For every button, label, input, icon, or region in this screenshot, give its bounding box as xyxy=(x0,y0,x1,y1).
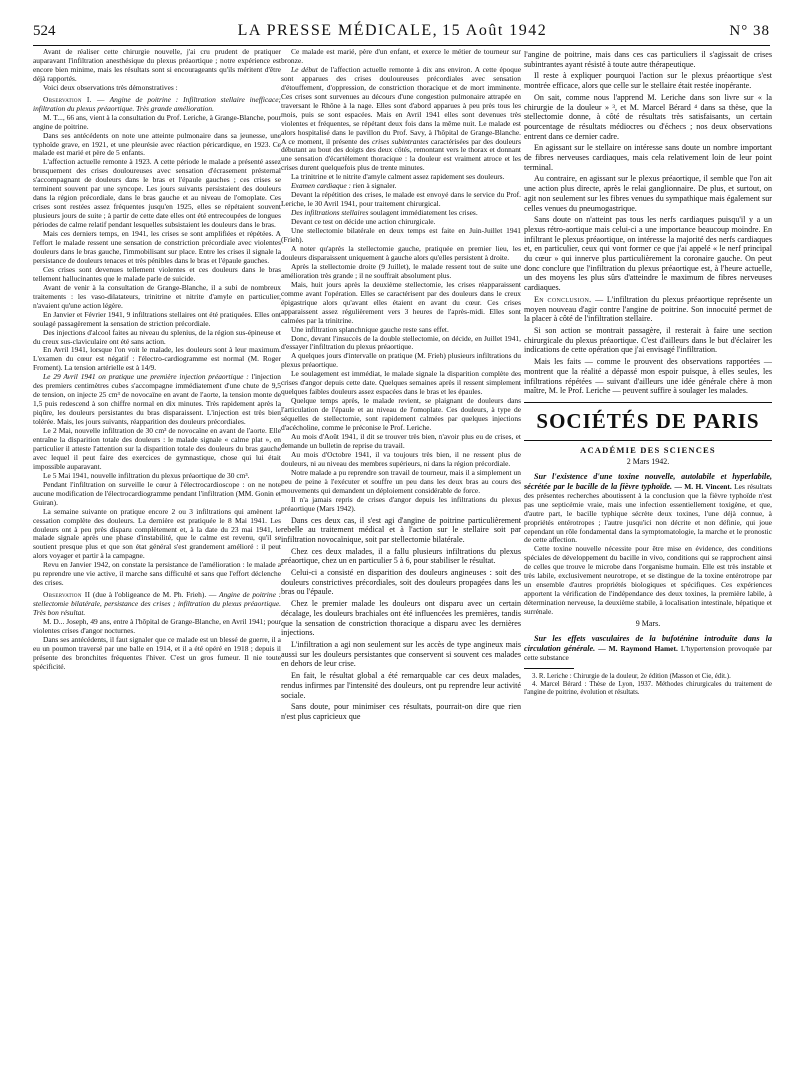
session-date: 9 Mars. xyxy=(635,619,661,629)
paragraph-text: caractérisées par des douleurs débutant au bout des doigts des deux côtés, remontant vers le thorax et donnant une sensation d'écartèlement thoracique : la douleur est vraiment atroce et les crises durent quelquefois plus de trente minutes. xyxy=(281,136,521,173)
paragraph: M. T..., 66 ans, vient à la consultation du Prof. Leriche, à Grange-Blanche, pour angine de poitrine. xyxy=(33,112,281,131)
paragraph: Devant ce test on décide une action chirurgicale. xyxy=(291,217,436,227)
paragraph: Quelque temps après, le malade revient, se plaignant de douleurs dans l'articulation de l'épaule et au niveau de l'omoplate. Ces douleurs, à type de séquelles de stellectomie, sont rapidement calmées par quelques injections d'acécholine, comme le préconise le Prof. Leriche. xyxy=(281,396,521,433)
paragraph: On sait, comme nous l'apprend M. Leriche dans son livre sur « la chirurgie de la douleur » ³, et M. Marcel Bérard ⁴ dans sa thèse, que la stellectomie donne, à côté de résultats très satisfaisants, un certain pourcentage de résultats médiocres ou d'échecs ; nos deux observations entrent dans ce dernier cadre. xyxy=(524,92,772,141)
emphasis: crises subintrantes xyxy=(371,136,429,146)
observation-2-heading xyxy=(33,591,281,618)
society-name: ACADÉMIE DES SCIENCES xyxy=(580,444,716,455)
paragraph: Ce malade est marié, père d'un enfant, et exerce le métier de tourneur sur bronze. xyxy=(281,48,521,65)
emphasis: Des infiltrations stellaires xyxy=(291,208,369,218)
section-title: SOCIÉTÉS DE PARIS xyxy=(536,408,760,433)
paragraph: Au contraire, en agissant sur le plexus préaortique, il semble que l'on ait une action plus directe, après le relai ganglionnaire. De plus, et surtout, on agit non seulement sur les fibres venues du sympathique mais également sur celles venues du pneumogastrique. xyxy=(524,174,772,213)
article-author: — M. Raymond Hamet. xyxy=(598,643,678,653)
observation-1-heading xyxy=(33,96,281,114)
article-abstract xyxy=(524,472,772,546)
paragraph: L'infiltration a agi non seulement sur les accès de type angineux mais aussi sur les douleurs persistantes que conservent si souvent ces malades en dehors de leur crise. xyxy=(281,640,521,669)
paragraph: Au mois d'Août 1941, il dit se trouver très bien, n'avoir plus eu de crises, et demande un bulletin de reprise du travail. xyxy=(281,431,521,450)
observation-label: Observation I. — xyxy=(43,94,105,104)
paragraph: Au mois d'Octobre 1941, il va toujours très bien, il ne ressent plus de douleurs, ni au niveau des membres supérieurs, ni dans la région précordiale. xyxy=(281,449,521,468)
paragraph: Chez ces deux malades, il a fallu plusieurs infiltrations du plexus préaortique, chez un en particulier 5 à 6, pour stabiliser le résultat. xyxy=(281,546,521,566)
paragraph: Avant de réaliser cette chirurgie nouvelle, j'ai cru prudent de pratiquer auparavant l'infiltration anesthésique du plexus préaortique ; notre expérience est encore bien minime, mais les résultats sont si encourageants qu'ils méritent d'être déjà rapportés. xyxy=(33,48,281,83)
emphasis: Le début xyxy=(291,64,318,74)
paragraph: En Janvier et Février 1941, 9 infiltrations stellaires ont été pratiquées. Elles ont soulagé passagèrement la sensation de striction précordiale. xyxy=(33,309,281,328)
paragraph: A noter qu'après la stellectomie gauche, pratiquée en premier lieu, les douleurs disparaissent uniquement à gauche alors qu'elles persistent à droite. xyxy=(281,243,521,262)
paragraph: Dans ces deux cas, il s'est agi d'angine de poitrine particulièrement rebelle au traitement médical et à l'action sur le stellaire soit par infiltration novocaïnique, soit par stellectomie bilatérale. xyxy=(281,515,521,544)
paragraph-text: L'hypertension provoquée par cette substance xyxy=(524,643,772,662)
footnote-rule xyxy=(524,668,574,669)
paragraph: Chez le premier malade les douleurs ont disparu avec un certain décalage, les douleurs brachiales ont été influencées les premières, tandis que la sensation de constriction thoracique a disparu avec les dernières injections. xyxy=(281,599,521,638)
observation-title: Angine de poitrine : Infiltration stellaire inefficace; infiltration du plexus préaortique. Très grande amélioration. xyxy=(33,94,281,113)
paragraph: Dans ses antécédents on note une atteinte pulmonaire dans sa jeunesse, une typhoïde grave, en 1921, et une pleurésie avec réaction péricardique, en 1923. Ce malade est marié et père de 5 enfants. xyxy=(33,130,281,158)
paragraph: Ces crises sont devenues tellement violentes et ces douleurs dans le bras tellement hallucinantes que le malade parle de suicide. xyxy=(33,264,281,283)
paragraph-text: de l'affection actuelle remonte à dix ans environ. A cette époque sont apparues des crises douloureuses précordiales avec sensation d'étouffement, d'oppression, de constriction thoracique et de mort imminente. Ces crises sont survenues au décours d'une congestion pulmonaire attrapée en traversant le Rhône à la nage. Elles sont d'abord apparues à peu près tous les mois, puis se sont espacées. Mais en Avril 1941 elles sont devenues très violentes et fréquentes, se répétant deux fois dans la même nuit. Le malade est alors hospitalisé dans le pavillon du Prof. Savy, à l'hôpital de Grange-Blanche. A ce moment, il présente des xyxy=(281,64,521,146)
paragraph: La semaine suivante on pratique encore 2 ou 3 infiltrations qui amènent la cessation complète des douleurs. La dernière est pratiquée le 8 Mai 1941. Les douleurs ont à peu près disparu complètement et, à la date du 23 mai 1941, le malade signale après une phase d'instabilité, que le calme est revenu, qu'il se soutient presque plus et que son état général s'est grandement amélioré : il peut alors voyager et partir à la campagne. xyxy=(33,506,281,561)
observation-label: Observation II xyxy=(43,590,91,600)
footnote: 4. Marcel Bérard : Thèse de Lyon, 1937. Méthodes chirurgicales du traitement de l'angine de poitrine, évolution et résultats. xyxy=(524,681,772,697)
footnote: 3. R. Leriche : Chirurgie de la douleur, 2e édition (Masson et Cie, édit.). xyxy=(532,672,731,680)
emphasis: Examen cardiaque : xyxy=(291,181,352,191)
paragraph-text: rien à signaler. xyxy=(352,181,397,191)
paragraph: Le soulagement est immédiat, le malade signale la disparition complète des crises d'angor depuis cette date. Quelques semaines après il ressent simplement quelques faibles douleurs assez espacées dans le bras et les épaules. xyxy=(281,369,521,397)
emphasis: Le 29 Avril 1941 on pratique une première injection préaortique : xyxy=(43,372,249,382)
footnotes xyxy=(524,673,772,698)
conclusion-paragraph xyxy=(524,295,772,324)
paragraph: Pendant l'infiltration on surveille le cœur à l'électrocardioscope : on ne note aucune modification de l'électrocardiogramme pendant l'infiltration (MM. Gonin et Guiran). xyxy=(33,479,281,507)
paragraph: Une infiltration splanchnique gauche reste sans effet. xyxy=(291,324,449,334)
journal-title-line xyxy=(238,22,548,40)
paragraph: Notre malade a pu reprendre son travail de tourneur, mais il a simplement un peu de peine à l'exécuter et souffre un peu dans les deux bras au cours des mouvements qui demandent un déploiement considérable de force. xyxy=(281,467,521,495)
paragraph: Celui-ci a consisté en disparition des douleurs angineuses : soit des douleurs constrictives précordiales, soit des douleurs propagées dans les bras ou l'épaule. xyxy=(281,568,521,597)
paragraph-text: soulagent immédiatement les crises. xyxy=(370,208,478,218)
paragraph: Après la stellectomie droite (9 Juillet), le malade ressent tout de suite une amélioration très grande ; il ne souffrait absolument plus. xyxy=(281,261,521,280)
paragraph: La trinitrine et le nitrite d'amyle calment assez rapidement ses douleurs. xyxy=(291,172,505,182)
page-header xyxy=(33,22,770,44)
article-title: Sur l'existence d'une toxine nouvelle, autolabile et hyperlabile, sécrétée par le bacille de la fièvre typhoïde. xyxy=(524,471,772,491)
article-title: Sur les effets vasculaires de la bufoténine introduite dans la circulation générale. xyxy=(524,634,772,653)
paragraph: Le 2 Mai, nouvelle infiltration de 30 cm³ de novocaïne en avant de l'aorte. Elle entraîne la disparition totale des douleurs : le malade signale « calme plat », en particulier il atteste l'attention sur la disparition totale des douleurs du bras gauche avec lequel il peut faire des exercices de gymnastique, chose qui lui était impossible auparavant. xyxy=(33,426,281,471)
issue-number: N° 38 xyxy=(729,23,770,39)
column-3 xyxy=(524,48,772,1076)
paragraph: Il n'a jamais repris de crises d'angor depuis les infiltrations du plexus préaortique (Mars 1942). xyxy=(281,494,521,513)
paragraph: Mais, huit jours après la deuxième stellectomie, les crises réapparaissent comme avant l'opération. Elles se caractérisent par des douleurs dans le creux épigastrique alors qu'avant elles étaient en avant du cœur. Ces crises apparaissent assez régulièrement vers 3 heures de l'après-midi. Elles sont calmées par la trinitrine. xyxy=(281,279,521,325)
paragraph-text: L'infiltration du plexus préaortique représente un moyen nouveau d'agir contre l'angine de poitrine. Son innocuité permet de la placer à côté de l'infiltration stellaire. xyxy=(524,294,772,324)
conclusion-label: En conclusion. — xyxy=(534,294,604,304)
paragraph: Avant de venir à la consultation de Grange-Blanche, il a subi de nombreux traitements : les vaso-dilatateurs, trinitrine et nitrite d'amyle en particulier, n'avaient qu'une action légère. xyxy=(33,282,281,310)
paragraph: Mais ces derniers temps, en 1941, les crises se sont amplifiées et répétées. A l'effort le malade ressent une sensation de constriction précordiale avec violentes douleurs dans le bras gauche, l'immobilisant sur place. Entre les crises il signale la persistance de douleurs tenaces et très pénibles dans le bras et l'épaule gauches. xyxy=(33,229,281,265)
column-1 xyxy=(33,48,281,1076)
paragraph: Cette toxine nouvelle nécessite pour être mise en évidence, des conditions spéciales de développement du bacille in vivo, conditions qui se rapprochent ainsi de celles que trouve le microbe dans l'organisme humain. Elle est très instable et très labile, exclusivement neurotrope, et se distingue de la toxine entérotrope par un ensemble d'autres propriétés biologiques et spécifiques. Ces expériences apportent la vérification de l'indépendance des deux toxines, la première labile, à détermination nerveuse, la deuxième stabile, à localisation intestinale, hépatique et surrénale. xyxy=(524,544,772,617)
paragraph: Devant la répétition des crises, le malade est envoyé dans le service du Prof. Leriche, le 30 Avril 1941, pour traitement chirurgical. xyxy=(281,190,521,209)
paragraph xyxy=(281,66,521,173)
paragraph: Il reste à expliquer pourquoi l'action sur le plexus préaortique s'est montrée efficace, alors que celle sur le stellaire était restée inopérante. xyxy=(524,71,772,91)
paragraph: Le 5 Mai 1941, nouvelle infiltration du plexus préaortique de 30 cm³. xyxy=(43,470,250,480)
paragraph: Donc, devant l'insuccès de la double stellectomie, on décide, en Juillet 1941, d'essayer l'infiltration du plexus préaortique. xyxy=(281,333,521,352)
issue-date: 15 Août 1942 xyxy=(442,22,548,39)
paragraph: Si son action se montrait passagère, il resterait à faire une section chirurgicale du plexus préaortique. C'est d'ailleurs dans le but d'éclairer les indications de cette opération que j'ai envisagé l'infiltration. xyxy=(524,325,772,355)
paragraph: En agissant sur le stellaire on intéresse sans doute un nombre important de fibres nerveuses cardiaques, mais cela relativement loin de leur point terminal. xyxy=(524,143,772,172)
paragraph: En Avril 1941, lorsque l'on voit le malade, les douleurs sont à leur maximum. L'examen du cœur est négatif : l'électro-cardiogramme est normal (M. Roger Froment). La tension artérielle est à 14/9. xyxy=(33,345,281,373)
paragraph: Mais les faits — comme le prouvent des observations rapportées — montrent que la réalité a dépassé mon espoir puisque, à elles seules, les infiltrations répétées — suivant d'ailleurs une idée générale chère à mon maître, M. le Prof. Leriche — peuvent suffire à soulager les malades. xyxy=(524,357,772,396)
paragraph: Une stellectomie bilatérale en deux temps est faite en Juin-Juillet 1941 (Frieh). xyxy=(281,226,521,245)
observation-credit: (due à l'obligeance de M. Ph. Frieh). — xyxy=(92,590,217,600)
page-number: 524 xyxy=(33,23,56,39)
paragraph: l'angine de poitrine, mais dans ces cas particuliers il s'agissait de crises subintrantes ayant résisté à toute autre thérapeutique. xyxy=(524,50,772,69)
column-2 xyxy=(281,48,521,1076)
paragraph: M. D... Joseph, 49 ans, entre à l'hôpital de Grange-Blanche, en Avril 1941; pour violentes crises d'angor nocturnes. xyxy=(33,617,281,635)
paragraph: L'affection actuelle remonte à 1923. A cette période le malade a présenté assez brusquement des crises douloureuses avec sensation d'écrasement présternal s'accompagnant de douleurs dans le bras et l'épaule gauches ; ces crises se terminent souvent par une syncope. Les jours suivants persistaient des douleurs dans la région précordiale, dans le bras gauche et au niveau de l'omoplate. Ces crises sont restées assez fréquentes jusqu'en 1925, elles se répétaient souvent plusieurs jours de suite ; à partir de cette date elles ont été entrecoupées de longues périodes de calme relatif pendant lesquelles subsistaient les douleurs dans le bras. xyxy=(33,157,281,230)
paragraph: Sans doute on n'atteint pas tous les nerfs cardiaques puisqu'il y a un plexus rétro-aortique mais celui-ci a une importance beaucoup moindre. En infiltrant le plexus préaortique, on intéresse la majorité des nerfs cardiaques et, en particulier, ceux qui vont former ce que j'ai appelé « le nerf principal du cœur » qui innerve plus particulièrement la coronaire gauche. On peut donc conclure que l'infiltration du plexus préaortique est, à l'heure actuelle, un des moyens les plus sûrs d'atteindre le maximum de fibres nerveuses cardiaques. xyxy=(524,215,772,293)
article-author: — M. H. Vincent. xyxy=(674,481,732,491)
paragraph-text: Les résultats des présentes recherches aboutissent à la conclusion que la fièvre typhoïde n'est pas une septicémie vraie, mais une infection essentiellement toxigène, et que, d'autre part, le bacille typhique sécrète deux toxines, l'une déjà connue, à propriétés entérotropes ; l'autre jusqu'ici non décrite et non définie, qui joue cependant un rôle fondamental dans la symptomatologie, la marche et le pronostic de cette affection. xyxy=(524,481,772,545)
session-date: 2 Mars 1942. xyxy=(626,456,670,466)
paragraph xyxy=(33,373,281,427)
paragraph: Sans doute, pour minimiser ces résultats, pourrait-on dire que rien n'est plus capricieux que xyxy=(281,702,521,721)
paragraph: En fait, le résultat global a été remarquable car ces deux malades, rendus infirmes par l'intensité des douleurs, ont pu reprendre leur activité sociale. xyxy=(281,671,521,700)
paragraph: Des injections d'alcool faites au niveau du splenius, de la région sus-épineuse et du creux sus-claviculaire ont été sans action. xyxy=(33,327,281,346)
paragraph: Revu en Janvier 1942, on constate la persistance de l'amélioration : le malade a pu reprendre une vie active, il marche sans difficulté et sans que l'effort déclenche des crises. xyxy=(33,560,281,588)
paragraph-text: l'injection des premiers centimètres cubes s'accompagne immédiatement d'une chute de 9,5 de tension, on injecte 25 cm³ de novocaïne en avant de l'aorte, la tension monte de 1,5 puis redescend à son chiffre normal en dix minutes. Très rapidement après la piqûre, les douleurs persistantes du bras disparaissent. L'injection est très bien tolérée. Mais, les jours suivants, réapparition des douleurs précordiales. xyxy=(33,372,281,427)
paragraph: Dans ses antécédents, il faut signaler que ce malade est un blessé de guerre, il a eu un poumon traversé par une balle en 1914, et il a été opéré en 1918 ; depuis il présente des bronchites fréquentes l'hiver. C'est un gros fumeur. Il nie toute spécificité. xyxy=(33,634,281,671)
observation-title: Angine de poitrine : stellectomie bilatérale, persistance des crises ; infiltration du plexus préaortique. Très bon résultat. xyxy=(33,590,281,618)
header-rule xyxy=(33,45,770,46)
section-divider xyxy=(524,440,772,441)
paragraph: A quelques jours d'intervalle on pratique (M. Frieh) plusieurs infiltrations du plexus préaortique. xyxy=(281,351,521,370)
section-divider xyxy=(524,402,772,403)
article-abstract xyxy=(524,634,772,663)
journal-title: LA PRESSE MÉDICALE, xyxy=(237,22,439,39)
paragraph: Voici deux observations très démonstratives : xyxy=(43,82,178,92)
